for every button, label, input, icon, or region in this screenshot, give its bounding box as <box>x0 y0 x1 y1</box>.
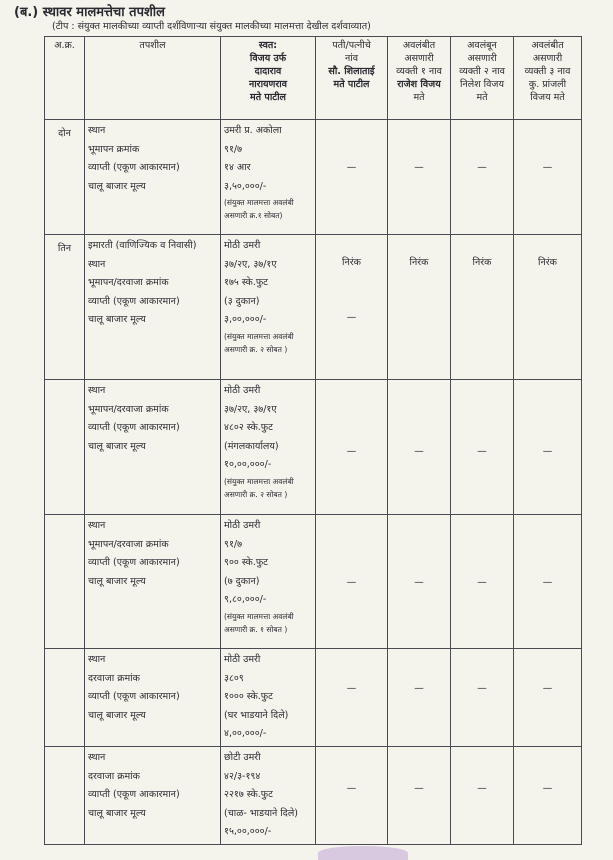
table-row <box>45 120 582 235</box>
table-row <box>45 380 582 515</box>
row-self-value: उमरी प्र. अकोला ९१/७ १४ आर ३,५०,०००/- (संयुक्त मालमत्ता अवलंबी असणारी क्र.१ सोबत) <box>221 120 316 235</box>
stamp-seal <box>318 846 408 860</box>
row-detail: स्थान भूमापन क्रमांक व्याप्ती (एकूण आकारमान) चालू बाजार मूल्य <box>85 120 221 235</box>
header-spouse: पती/पत्नीचे नांव सौ. शिलाताई मते पाटील <box>316 37 388 120</box>
row-spouse-value: — <box>316 747 388 845</box>
row-self-value: मोठी उमरी ३७/२ए, ३७/१ए १७५ स्के.फुट (३ दुकान) ३,००,०००/- (संयुक्त मालमत्ता अवलंबी असणारी क्र. २ सोबत ) <box>221 235 316 380</box>
row-sr: तिन <box>45 235 85 380</box>
row-dep3-value: — <box>514 120 582 235</box>
header-dependent-3: अवलंबीत असणारी व्यक्ती ३ नाव कु. प्रांजली विजय मते <box>514 37 582 120</box>
row-detail: स्थान भूमापन/दरवाजा क्रमांक व्याप्ती (एकूण आकारमान) चालू बाजार मूल्य <box>85 380 221 515</box>
row-dep1-value: — <box>388 515 451 649</box>
row-dep2-value: — <box>451 747 514 845</box>
row-dep3-value: — <box>514 515 582 649</box>
row-self-value: मोठी उमरी ३८०९ १००० स्के.फुट (घर भाडयाने दिले) ४,००,०००/- <box>221 649 316 747</box>
row-dep3-value: — <box>514 747 582 845</box>
row-detail: इमारती (वाणिज्यिक व निवासी) स्थान भूमापन/दरवाजा क्रमांक व्याप्ती (एकूण आकारमान) चालू बाजार मूल्य <box>85 235 221 380</box>
row-dep2-value: — <box>451 120 514 235</box>
row-dep1-value: — <box>388 649 451 747</box>
row-dep3-value: निरंक <box>514 235 582 380</box>
row-spouse-value: निरंक — <box>316 235 388 380</box>
section-heading: (ब.) स्थावर मालमत्तेचा तपशील <box>14 5 165 20</box>
table-row <box>45 649 582 747</box>
row-sr <box>45 515 85 649</box>
row-sr <box>45 747 85 845</box>
row-sr <box>45 649 85 747</box>
row-detail: स्थान भूमापन/दरवाजा क्रमांक व्याप्ती (एकूण आकारमान) चालू बाजार मूल्य <box>85 515 221 649</box>
table-row <box>45 515 582 649</box>
row-spouse-value: — <box>316 380 388 515</box>
row-self-value: मोठी उमरी ३७/२ए, ३७/१ए ४८०२ स्के.फुट (मंगलकार्यालय) १०,००,०००/- (संयुक्त मालमत्ता अवलंबी असणारी क्र. २ सोबत ) <box>221 380 316 515</box>
row-self-value: मोठी उमरी ९१/७ ९०० स्के.फुट (७ दुकान) ९,८०,०००/- (संयुक्त मालमत्ता अवलंबी असणारी क्र. १ सोबत ) <box>221 515 316 649</box>
header-dependent-1: अवलंबीत असणारी व्यक्ती १ नाव राजेश विजय मते <box>388 37 451 120</box>
header-detail: तपशील <box>85 37 221 120</box>
table-row <box>45 747 582 845</box>
row-dep2-value: — <box>451 649 514 747</box>
row-dep3-value: — <box>514 380 582 515</box>
header-sr: अ.क्र. <box>45 37 85 120</box>
row-detail: स्थान दरवाजा क्रमांक व्याप्ती (एकूण आकारमान) चालू बाजार मूल्य <box>85 649 221 747</box>
row-dep1-value: — <box>388 747 451 845</box>
row-dep3-value: — <box>514 649 582 747</box>
section-note: (टीप : संयुक्त मालकीच्या व्याप्ती दर्शविणाऱ्या संयुक्त मालकीच्या मालमत्ता देखील दर्शवाव्यात) <box>52 21 371 32</box>
row-dep2-value: निरंक <box>451 235 514 380</box>
row-dep1-value: निरंक <box>388 235 451 380</box>
row-dep2-value: — <box>451 515 514 649</box>
row-spouse-value: — <box>316 515 388 649</box>
row-dep1-value: — <box>388 120 451 235</box>
header-dependent-2: अवलंबून असणारी व्यक्ती २ नाव निलेश विजय मते <box>451 37 514 120</box>
row-sr <box>45 380 85 515</box>
table-row <box>45 235 582 380</box>
row-dep1-value: — <box>388 380 451 515</box>
table-header-row <box>45 37 582 120</box>
row-dep2-value: — <box>451 380 514 515</box>
immovable-property-table <box>44 36 582 845</box>
row-detail: स्थान दरवाजा क्रमांक व्याप्ती (एकूण आकारमान) चालू बाजार मूल्य <box>85 747 221 845</box>
row-self-value: छोटी उमरी ४२/३-१९४ २२१७ स्के.फुट (चाळ- भाडयाने दिले) १५,००,०००/- <box>221 747 316 845</box>
row-spouse-value: — <box>316 649 388 747</box>
row-spouse-value: — <box>316 120 388 235</box>
header-self: स्वत: विजय उर्फ दादाराव नारायणराव मते पाटील <box>221 37 316 120</box>
row-sr: दोन <box>45 120 85 235</box>
